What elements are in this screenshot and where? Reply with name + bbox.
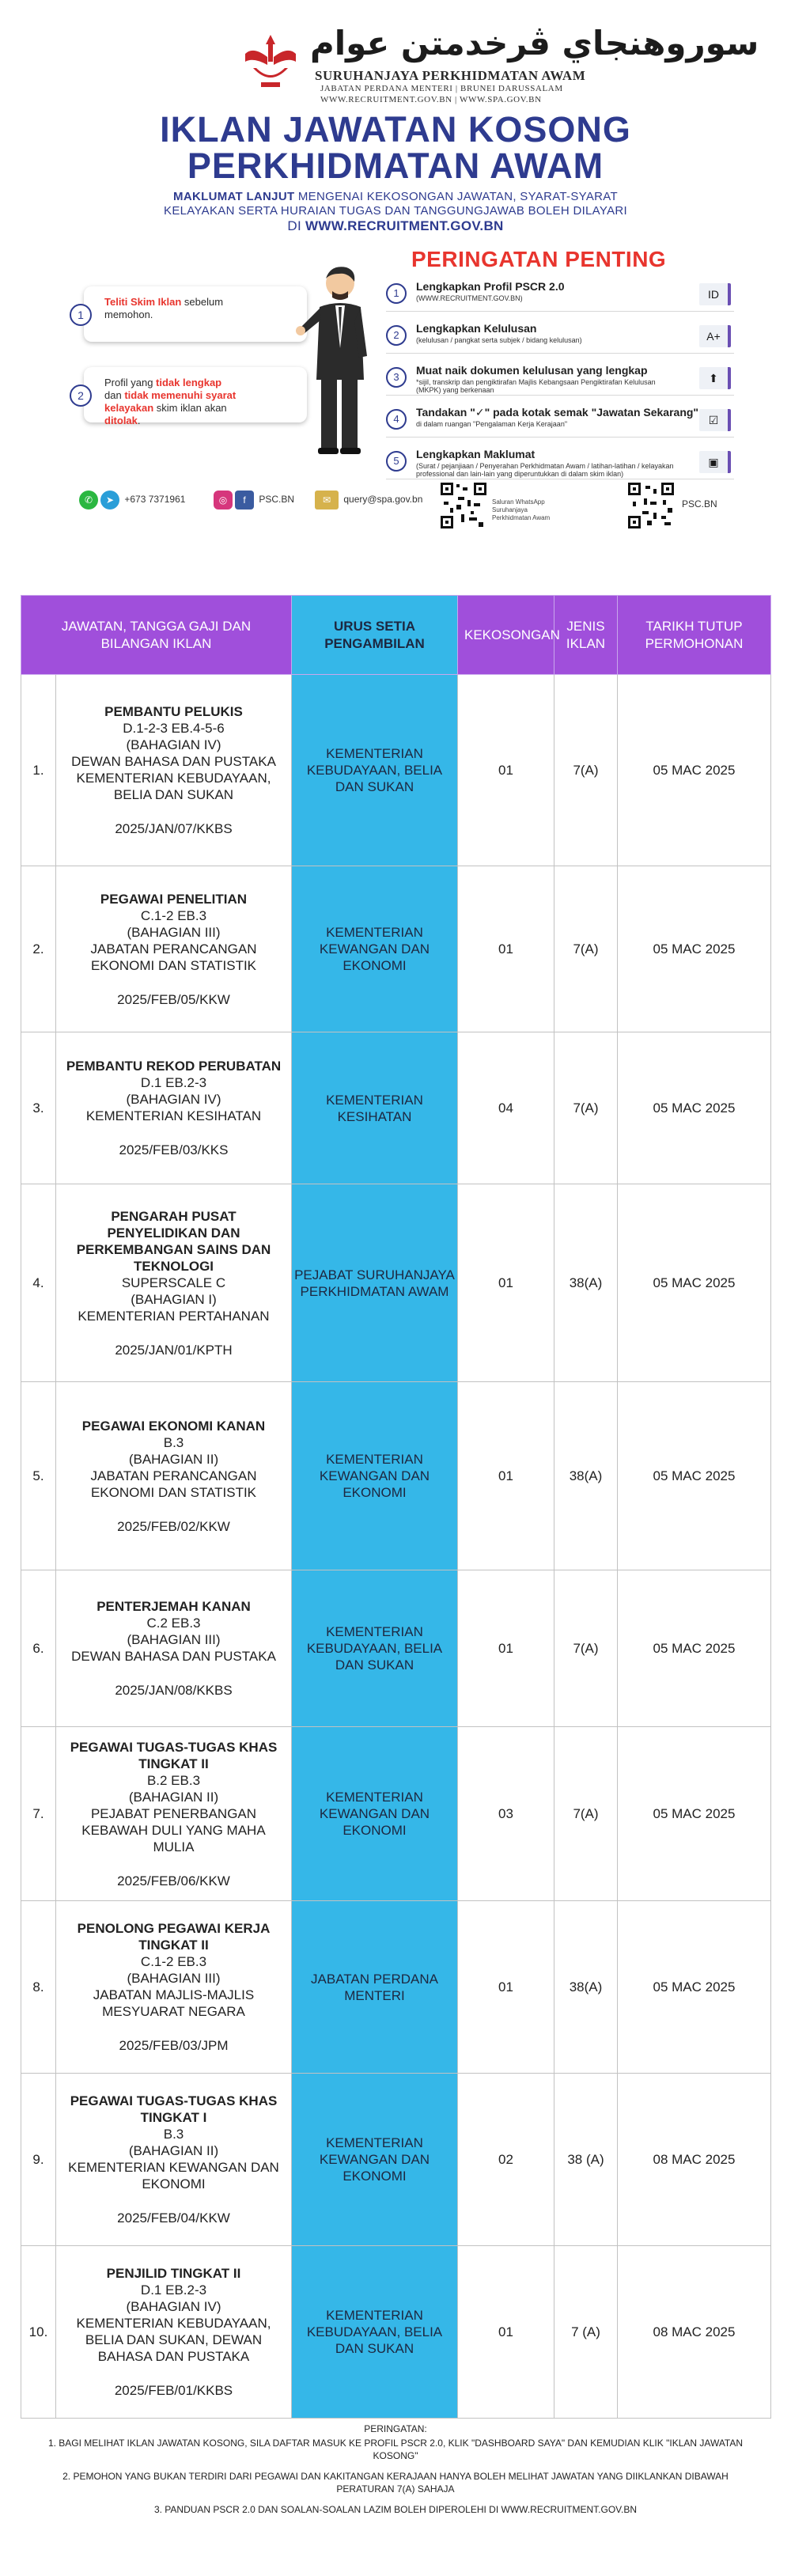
position-details — [56, 1901, 292, 2074]
step-title: Tandakan "✓" pada kotak semak "Jawatan Sekarang" — [416, 406, 699, 419]
row-number: 1. — [21, 675, 56, 866]
advert-reference: 2025/FEB/03/KKS — [119, 1142, 229, 1157]
footer-note-3: 3. PANDUAN PSCR 2.0 DAN SOALAN-SOALAN LAZIM BOLEH DIPEROLEHI DI WWW.RECRUITMENT.GOV.BN — [153, 2504, 638, 2515]
whatsapp-icon: ✆ — [79, 491, 98, 510]
closing-date-cell: 05 MAC 2025 — [618, 1382, 771, 1570]
email-icon: ✉ — [315, 491, 339, 510]
advert-reference: 2025/JAN/08/KKBS — [115, 1683, 233, 1698]
advert-reference: 2025/FEB/03/JPM — [119, 2038, 229, 2053]
urus-setia-cell: KEMENTERIAN KESIHATAN — [292, 1032, 458, 1184]
urus-setia-cell: KEMENTERIAN KEWANGAN DAN EKONOMI — [292, 1382, 458, 1570]
table-row[interactable] — [21, 1032, 771, 1184]
agency-subtitle: JABATAN PERDANA MENTERI | BRUNEI DARUSSALAM — [320, 84, 563, 93]
position-detail-line: (BAHAGIAN III) — [127, 924, 221, 940]
main-title-line1: IKLAN JAWATAN KOSONG — [160, 109, 631, 150]
tip-2 — [62, 367, 299, 426]
step-note: (kelulusan / pangkat serta subjek / bidang kelulusan) — [416, 336, 582, 344]
qr-label: Saluran WhatsApp Suruhanjaya Perkhidmatan Awam — [492, 498, 551, 521]
position-detail-line: KEMENTERIAN PERTAHANAN — [78, 1308, 270, 1324]
tips-panel — [62, 286, 299, 448]
urus-setia-cell: KEMENTERIAN KEBUDAYAAN, BELIA DAN SUKAN — [292, 2246, 458, 2419]
warning-step — [386, 320, 734, 354]
position-detail-line: C.2 EB.3 — [146, 1616, 201, 1631]
position-detail-line: (BAHAGIAN IV) — [126, 737, 221, 752]
row-number: 7. — [21, 1727, 56, 1901]
position-title: PENJILID TINGKAT II — [106, 2266, 241, 2281]
advert-type-cell: 38 (A) — [554, 2074, 618, 2246]
advert-type-cell: 7 (A) — [554, 2246, 618, 2419]
vacancy-count-cell: 01 — [458, 2246, 554, 2419]
row-number: 6. — [21, 1570, 56, 1727]
table-row[interactable] — [21, 866, 771, 1032]
row-number: 9. — [21, 2074, 56, 2246]
closing-date-cell: 05 MAC 2025 — [618, 866, 771, 1032]
tip-text: Profil yang tidak lengkap dan tidak memenuhi syarat kelayakan skim iklan akan ditolak. — [104, 377, 237, 426]
vacancy-count-cell: 01 — [458, 1184, 554, 1382]
position-detail-line: PEJABAT PENERBANGAN KEBAWAH DULI YANG MAHA MULIA — [81, 1805, 266, 1854]
header-banner — [0, 0, 791, 546]
social-handle[interactable]: PSC.BN — [259, 494, 295, 506]
step-title: Muat naik dokumen kelulusan yang lengkap — [416, 364, 648, 377]
position-detail-line: D.1-2-3 EB.4-5-6 — [123, 721, 225, 736]
position-details — [56, 1570, 292, 1727]
position-title: PEGAWAI TUGAS-TUGAS KHAS TINGKAT II — [70, 1739, 278, 1771]
advert-reference: 2025/FEB/04/KKW — [117, 2210, 230, 2226]
facebook-icon: f — [235, 491, 254, 510]
table-row[interactable] — [21, 675, 771, 866]
advert-type-cell: 7(A) — [554, 1032, 618, 1184]
tip-number: 2 — [70, 385, 92, 407]
position-detail-line: (BAHAGIAN IV) — [126, 2299, 221, 2314]
position-title: PENTERJEMAH KANAN — [97, 1599, 251, 1614]
position-detail-line: (BAHAGIAN III) — [127, 1632, 221, 1647]
urus-setia-cell: PEJABAT SURUHANJAYA PERKHIDMATAN AWAM — [292, 1184, 458, 1382]
position-detail-line: C.1-2 EB.3 — [140, 907, 207, 923]
position-detail-line: SUPERSCALE C — [121, 1275, 226, 1290]
position-title: PEGAWAI EKONOMI KANAN — [81, 1418, 266, 1434]
step-number: 2 — [386, 325, 407, 346]
table-row[interactable] — [21, 1570, 771, 1727]
jawi-agency-name: سوروهنجاي ڤرخدمتن عوام — [310, 24, 759, 63]
position-details — [56, 1032, 292, 1184]
position-title: PENOLONG PEGAWAI KERJA TINGKAT II — [77, 1921, 271, 1953]
position-detail-line: B.3 — [163, 2127, 184, 2142]
psc-handle: PSC.BN — [682, 498, 717, 510]
telegram-icon: ➤ — [100, 491, 119, 510]
closing-date-cell: 05 MAC 2025 — [618, 1570, 771, 1727]
position-detail-line: JABATAN PERANCANGAN EKONOMI DAN STATISTIK — [90, 1468, 257, 1500]
closing-date-cell: 05 MAC 2025 — [618, 1901, 771, 2074]
position-details — [56, 1382, 292, 1570]
position-detail-line: DEWAN BAHASA DAN PUSTAKA KEMENTERIAN KEBUDAYAAN, BELIA DAN SUKAN — [71, 754, 276, 802]
header-urus-setia: URUS SETIA PENGAMBILAN — [292, 596, 458, 675]
urus-setia-cell: KEMENTERIAN KEBUDAYAAN, BELIA DAN SUKAN — [292, 1570, 458, 1727]
advert-type-cell: 38(A) — [554, 1901, 618, 2074]
agency-websites: WWW.RECRUITMENT.GOV.BN | WWW.SPA.GOV.BN — [320, 95, 542, 104]
step-number: 3 — [386, 367, 407, 388]
vacancy-count-cell: 01 — [458, 866, 554, 1032]
tip-text: Teliti Skim Iklan sebelum memohon. — [104, 296, 224, 320]
position-details — [56, 675, 292, 866]
whatsapp-channel-qr-icon[interactable] — [439, 481, 488, 530]
advert-reference: 2025/FEB/01/KKBS — [114, 2383, 233, 2398]
contact-phone — [79, 491, 185, 522]
step-number: 5 — [386, 451, 407, 472]
step-note: (WWW.RECRUITMENT.GOV.BN) — [416, 294, 523, 302]
info-line-1: MAKLUMAT LANJUT MENGENAI KEKOSONGAN JAWATAN, SYARAT-SYARAT — [173, 190, 618, 203]
advert-reference: 2025/FEB/05/KKW — [117, 991, 230, 1007]
advert-type-cell: 7(A) — [554, 1570, 618, 1727]
advert-reference: 2025/JAN/07/KKBS — [115, 821, 233, 836]
tip-1 — [62, 286, 299, 342]
position-title: PEGAWAI TUGAS-TUGAS KHAS TINGKAT I — [70, 2093, 278, 2125]
position-details — [56, 2074, 292, 2246]
position-title: PEMBANTU REKOD PERUBATAN — [66, 1059, 282, 1074]
recruitment-link[interactable]: WWW.RECRUITMENT.GOV.BN — [305, 218, 504, 233]
step-number: 1 — [386, 283, 407, 304]
urus-setia-cell: KEMENTERIAN KEWANGAN DAN EKONOMI — [292, 1727, 458, 1901]
checkbox-icon: ☑ — [699, 409, 731, 431]
closing-date-cell: 05 MAC 2025 — [618, 1727, 771, 1901]
instagram-icon: ◎ — [214, 491, 233, 510]
position-details — [56, 866, 292, 1032]
urus-setia-cell: KEMENTERIAN KEWANGAN DAN EKONOMI — [292, 2074, 458, 2246]
position-detail-line: (BAHAGIAN I) — [131, 1291, 217, 1307]
grade-icon: A+ — [699, 325, 731, 347]
important-warning-title: PERINGATAN PENTING — [411, 247, 667, 271]
info-line-2: KELAYAKAN SERTA HURAIAN TUGAS DAN TANGGUNGJAWAB BOLEH DILAYARI — [164, 204, 627, 218]
row-number: 4. — [21, 1184, 56, 1382]
advert-reference: 2025/FEB/02/KKW — [117, 1518, 230, 1534]
position-detail-line: (BAHAGIAN III) — [127, 1971, 221, 1986]
step-title: Lengkapkan Kelulusan — [416, 322, 537, 335]
header-kekosongan: KEKOSONGAN — [458, 596, 554, 675]
vacancy-count-cell: 01 — [458, 1570, 554, 1727]
contact-email — [315, 491, 422, 522]
warning-step — [386, 404, 734, 438]
row-number: 2. — [21, 866, 56, 1032]
psc-qr-icon[interactable] — [626, 481, 676, 530]
table-row[interactable] — [21, 2246, 771, 2419]
position-title: PEMBANTU PELUKIS — [104, 704, 243, 719]
position-detail-line: C.1-2 EB.3 — [140, 1954, 207, 1969]
step-title: Lengkapkan Maklumat — [416, 448, 536, 460]
info-line-3: DI WWW.RECRUITMENT.GOV.BN — [287, 218, 504, 233]
position-detail-line: (BAHAGIAN IV) — [126, 1092, 221, 1107]
position-detail-line: KEMENTERIAN KESIHATAN — [85, 1108, 262, 1123]
footer-note-1: 1. BAGI MELIHAT IKLAN JAWATAN KOSONG, SILA DAFTAR MASUK KE PROFIL PSCR 2.0, KLIK "DASHBOARD SAYA" DAN KEMUDIAN KLIK "IKLAN JAWATAN KOSONG" — [47, 2438, 744, 2461]
position-title: PENGARAH PUSAT PENYELIDIKAN DAN PERKEMBANGAN SAINS DAN TEKNOLOGI — [76, 1208, 271, 1274]
advert-type-cell: 7(A) — [554, 675, 618, 866]
position-detail-line: D.1 EB.2-3 — [140, 2282, 207, 2298]
contact-social — [214, 491, 294, 522]
urus-setia-cell: KEMENTERIAN KEWANGAN DAN EKONOMI — [292, 866, 458, 1032]
advert-reference: 2025/JAN/01/KPTH — [115, 1342, 233, 1358]
vacancy-count-cell: 02 — [458, 2074, 554, 2246]
advert-type-cell: 38(A) — [554, 1184, 618, 1382]
position-detail-line: KEMENTERIAN KEWANGAN DAN EKONOMI — [68, 2160, 279, 2191]
vacancy-count-cell: 03 — [458, 1727, 554, 1901]
position-detail-line: DEWAN BAHASA DAN PUSTAKA — [71, 1649, 276, 1664]
warning-step — [386, 446, 734, 479]
advert-type-cell: 7(A) — [554, 866, 618, 1032]
position-details — [56, 1184, 292, 1382]
row-number: 10. — [21, 2246, 56, 2419]
position-detail-line: JABATAN MAJLIS-MAJLIS MESYUARAT NEGARA — [93, 1987, 255, 2019]
closing-date-cell: 05 MAC 2025 — [618, 675, 771, 866]
header-jawatan: JAWATAN, TANGGA GAJI DAN BILANGAN IKLAN — [21, 596, 292, 675]
position-detail-line: (BAHAGIAN II) — [128, 1451, 219, 1467]
step-title: Lengkapkan Profil PSCR 2.0 — [416, 280, 565, 293]
table-row[interactable] — [21, 1184, 771, 1382]
table-row[interactable] — [21, 1901, 771, 2074]
step-note: (Surat / pejanjiaan / Penyerahan Perkhidmatan Awam / latihan-latihan / kelayakan professional dan lain-lain yang diperuntukkan di dalam skim iklan) — [416, 462, 674, 478]
vacancy-table-wrapper — [21, 595, 770, 2419]
vacancy-count-cell: 01 — [458, 675, 554, 866]
main-title-line2: PERKHIDMATAN AWAM — [187, 146, 604, 186]
step-note: di dalam ruangan "Pengalaman Kerja Kerajaan" — [416, 420, 568, 428]
position-detail-line: B.3 — [163, 1434, 184, 1450]
table-row[interactable] — [21, 1727, 771, 1901]
vacancy-table — [21, 595, 771, 2419]
position-detail-line: (BAHAGIAN II) — [128, 2143, 219, 2158]
step-note: *sijil, transkrip dan pengiktirafan Majlis Kebangsaan Pengiktirafan Kelulusan (MKPK) yang berkenaan — [416, 378, 656, 394]
brunei-crest-icon — [237, 30, 304, 93]
phone-number[interactable]: +673 7371961 — [124, 494, 186, 506]
row-number: 5. — [21, 1382, 56, 1570]
footer-title: PERINGATAN: — [364, 2423, 427, 2434]
table-row[interactable] — [21, 2074, 771, 2246]
email-address[interactable]: query@spa.gov.bn — [343, 494, 423, 506]
vacancy-count-cell: 04 — [458, 1032, 554, 1184]
table-row[interactable] — [21, 1382, 771, 1570]
warning-steps-list — [386, 278, 734, 488]
position-detail-line: D.1 EB.2-3 — [140, 1075, 207, 1090]
header-jenis-iklan: JENIS IKLAN — [554, 596, 618, 675]
closing-date-cell: 08 MAC 2025 — [618, 2074, 771, 2246]
vacancy-count-cell: 01 — [458, 1901, 554, 2074]
position-detail-line: KEMENTERIAN KEBUDAYAAN, BELIA DAN SUKAN, DEWAN BAHASA DAN PUSTAKA — [76, 2316, 271, 2364]
urus-setia-cell: KEMENTERIAN KEBUDAYAAN, BELIA DAN SUKAN — [292, 675, 458, 866]
profile-card-icon: ID — [699, 283, 731, 305]
agency-name: SURUHANJAYA PERKHIDMATAN AWAM — [315, 68, 586, 83]
position-detail-line: (BAHAGIAN II) — [128, 1789, 219, 1805]
position-detail-line: B.2 EB.3 — [146, 1772, 201, 1788]
footer-note-2: 2. PEMOHON YANG BUKAN TERDIRI DARI PEGAWAI DAN KAKITANGAN KERAJAAN HANYA BOLEH MELIHAT JAWATAN YANG DIIKLANKAN DIBAWAH PERATURAN 7(A) SAHAJA — [62, 2471, 729, 2495]
position-details — [56, 1727, 292, 1901]
advert-type-cell: 7(A) — [554, 1727, 618, 1901]
tip-number: 1 — [70, 304, 92, 326]
closing-date-cell: 08 MAC 2025 — [618, 2246, 771, 2419]
warning-step — [386, 278, 734, 312]
advert-type-cell: 38(A) — [554, 1382, 618, 1570]
step-number: 4 — [386, 409, 407, 430]
position-details — [56, 2246, 292, 2419]
closing-date-cell: 05 MAC 2025 — [618, 1032, 771, 1184]
businessman-illustration-icon — [291, 261, 386, 459]
vacancy-count-cell: 01 — [458, 1382, 554, 1570]
urus-setia-cell: JABATAN PERDANA MENTERI — [292, 1901, 458, 2074]
closing-date-cell: 05 MAC 2025 — [618, 1184, 771, 1382]
position-detail-line: JABATAN PERANCANGAN EKONOMI DAN STATISTIK — [90, 941, 257, 973]
warning-step — [386, 362, 734, 396]
document-icon: ▣ — [699, 451, 731, 473]
row-number: 8. — [21, 1901, 56, 2074]
position-title: PEGAWAI PENELITIAN — [100, 891, 248, 907]
header-tarikh-tutup: TARIKH TUTUP PERMOHONAN — [618, 596, 771, 675]
row-number: 3. — [21, 1032, 56, 1184]
upload-icon: ⬆ — [699, 367, 731, 389]
advert-reference: 2025/FEB/06/KKW — [117, 1873, 230, 1888]
footer-notes — [47, 2423, 744, 2516]
table-header-row — [21, 596, 771, 675]
